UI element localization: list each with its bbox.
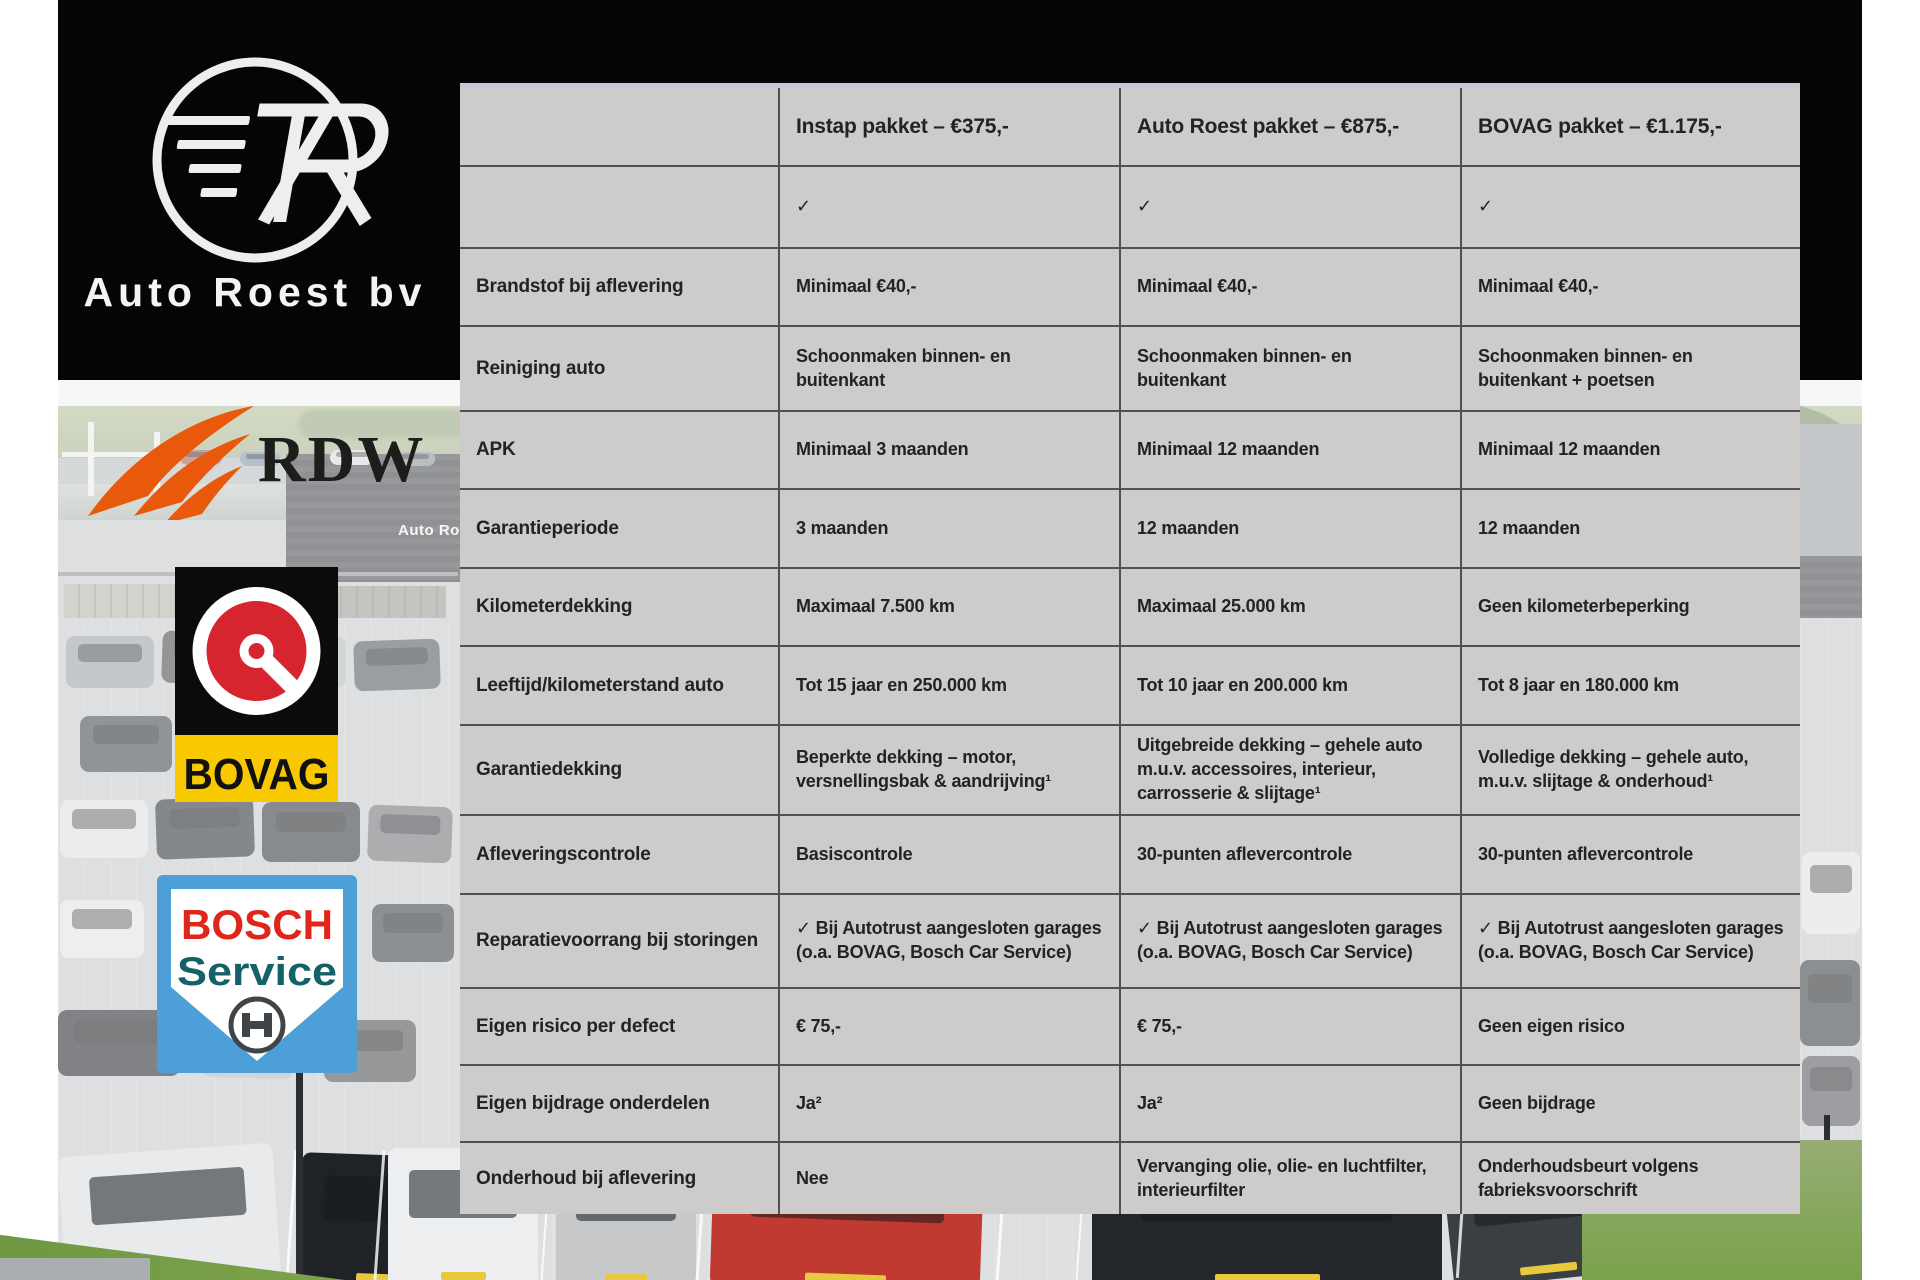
dealer-name: Auto Roest bv bbox=[83, 269, 427, 315]
car-windshield bbox=[89, 1167, 247, 1225]
value-cell: ✓ bbox=[1460, 167, 1800, 247]
row-label: Reiniging auto bbox=[460, 327, 778, 410]
value-cell: Nee bbox=[778, 1143, 1119, 1214]
license-plate bbox=[441, 1272, 486, 1280]
auto-roest-logo bbox=[55, 10, 455, 350]
value-cell: Maximaal 7.500 km bbox=[778, 569, 1119, 645]
table-row bbox=[460, 1064, 1800, 1141]
table-row bbox=[460, 987, 1800, 1064]
value-cell: ✓ Bij Autotrust aangesloten garages (o.a. BOVAG, Bosch Car Service) bbox=[778, 895, 1119, 987]
row-label: Eigen risico per defect bbox=[460, 989, 778, 1064]
value-cell: 30-punten aflevercontrole bbox=[1460, 816, 1800, 893]
value-cell: Maximaal 25.000 km bbox=[1119, 569, 1460, 645]
row-label bbox=[460, 167, 778, 247]
row-label: APK bbox=[460, 412, 778, 488]
table-row bbox=[460, 325, 1800, 410]
value-cell: ✓ Bij Autotrust aangesloten garages (o.a. BOVAG, Bosch Car Service) bbox=[1460, 895, 1800, 987]
row-label: Onderhoud bij aflevering bbox=[460, 1143, 778, 1214]
row-label: Eigen bijdrage onderdelen bbox=[460, 1066, 778, 1141]
value-cell: Vervanging olie, olie- en luchtfilter, interieurfilter bbox=[1119, 1143, 1460, 1214]
table-row bbox=[460, 1141, 1800, 1214]
value-cell: Uitgebreide dekking – gehele auto m.u.v. accessoires, interieur, carrosserie & slijtage¹ bbox=[1119, 726, 1460, 814]
row-label: Garantieperiode bbox=[460, 490, 778, 567]
license-plate bbox=[804, 1272, 885, 1280]
table-row bbox=[460, 410, 1800, 488]
rdw-wordmark: RDW bbox=[258, 423, 426, 496]
rdw-wing-icon bbox=[82, 404, 257, 520]
table-row bbox=[460, 567, 1800, 645]
column-header: BOVAG pakket – €1.175,- bbox=[1460, 88, 1800, 165]
value-cell: Beperkte dekking – motor, versnellingsbak & aandrijving¹ bbox=[778, 726, 1119, 814]
license-plate bbox=[1519, 1262, 1577, 1276]
table-row bbox=[460, 814, 1800, 893]
table-row bbox=[460, 645, 1800, 724]
table-row bbox=[460, 165, 1800, 247]
value-cell: Schoonmaken binnen- en buitenkant bbox=[1119, 327, 1460, 410]
value-cell: Tot 10 jaar en 200.000 km bbox=[1119, 647, 1460, 724]
bovag-disc-icon bbox=[193, 587, 321, 715]
value-cell: Schoonmaken binnen- en buitenkant + poetsen bbox=[1460, 327, 1800, 410]
value-cell: € 75,- bbox=[778, 989, 1119, 1064]
row-label: Garantiedekking bbox=[460, 726, 778, 814]
value-cell: Geen bijdrage bbox=[1460, 1066, 1800, 1141]
bosch-wordmark: BOSCH bbox=[181, 901, 333, 948]
column-header: Auto Roest pakket – €875,- bbox=[1119, 88, 1460, 165]
value-cell: ✓ bbox=[1119, 167, 1460, 247]
value-cell: 12 maanden bbox=[1119, 490, 1460, 567]
value-cell: Minimaal 3 maanden bbox=[778, 412, 1119, 488]
column-header: Instap pakket – €375,- bbox=[778, 88, 1119, 165]
bovag-wordmark: BOVAG bbox=[183, 750, 330, 799]
table-row bbox=[460, 488, 1800, 567]
value-cell: 3 maanden bbox=[778, 490, 1119, 567]
row-label: Brandstof bij aflevering bbox=[460, 249, 778, 325]
row-label: Afleveringscontrole bbox=[460, 816, 778, 893]
table-row bbox=[460, 247, 1800, 325]
value-cell: Geen kilometerbeperking bbox=[1460, 569, 1800, 645]
bosch-service-wordmark: Service bbox=[177, 950, 337, 994]
package-comparison-table bbox=[460, 83, 1800, 1214]
rdw-logo bbox=[82, 404, 426, 520]
column-header bbox=[460, 88, 778, 165]
value-cell: Minimaal €40,- bbox=[1119, 249, 1460, 325]
value-cell: Basiscontrole bbox=[778, 816, 1119, 893]
row-label: Reparatievoorrang bij storingen bbox=[460, 895, 778, 987]
value-cell: Ja² bbox=[1119, 1066, 1460, 1141]
value-cell: 30-punten aflevercontrole bbox=[1119, 816, 1460, 893]
bosch-service-logo bbox=[157, 875, 357, 1073]
row-label: Kilometerdekking bbox=[460, 569, 778, 645]
building-sign: Auto Ro bbox=[398, 522, 460, 539]
photo-water bbox=[0, 1258, 150, 1280]
table-row bbox=[460, 893, 1800, 987]
value-cell: Tot 8 jaar en 180.000 km bbox=[1460, 647, 1800, 724]
value-cell: Tot 15 jaar en 250.000 km bbox=[778, 647, 1119, 724]
table-row bbox=[460, 724, 1800, 814]
table-header-row bbox=[460, 88, 1800, 165]
value-cell: Geen eigen risico bbox=[1460, 989, 1800, 1064]
value-cell: 12 maanden bbox=[1460, 490, 1800, 567]
value-cell: ✓ bbox=[778, 167, 1119, 247]
value-cell: Schoonmaken binnen- en buitenkant bbox=[778, 327, 1119, 410]
bovag-logo bbox=[175, 567, 338, 802]
license-plate bbox=[1215, 1274, 1320, 1280]
value-cell: Minimaal €40,- bbox=[778, 249, 1119, 325]
row-label: Leeftijd/kilometerstand auto bbox=[460, 647, 778, 724]
license-plate bbox=[605, 1274, 647, 1280]
value-cell: Ja² bbox=[778, 1066, 1119, 1141]
value-cell: Onderhoudsbeurt volgens fabrieksvoorschrift bbox=[1460, 1143, 1800, 1214]
value-cell: Minimaal 12 maanden bbox=[1460, 412, 1800, 488]
value-cell: Minimaal €40,- bbox=[1460, 249, 1800, 325]
value-cell: ✓ Bij Autotrust aangesloten garages (o.a. BOVAG, Bosch Car Service) bbox=[1119, 895, 1460, 987]
value-cell: Volledige dekking – gehele auto, m.u.v. slijtage & onderhoud¹ bbox=[1460, 726, 1800, 814]
value-cell: Minimaal 12 maanden bbox=[1119, 412, 1460, 488]
value-cell: € 75,- bbox=[1119, 989, 1460, 1064]
